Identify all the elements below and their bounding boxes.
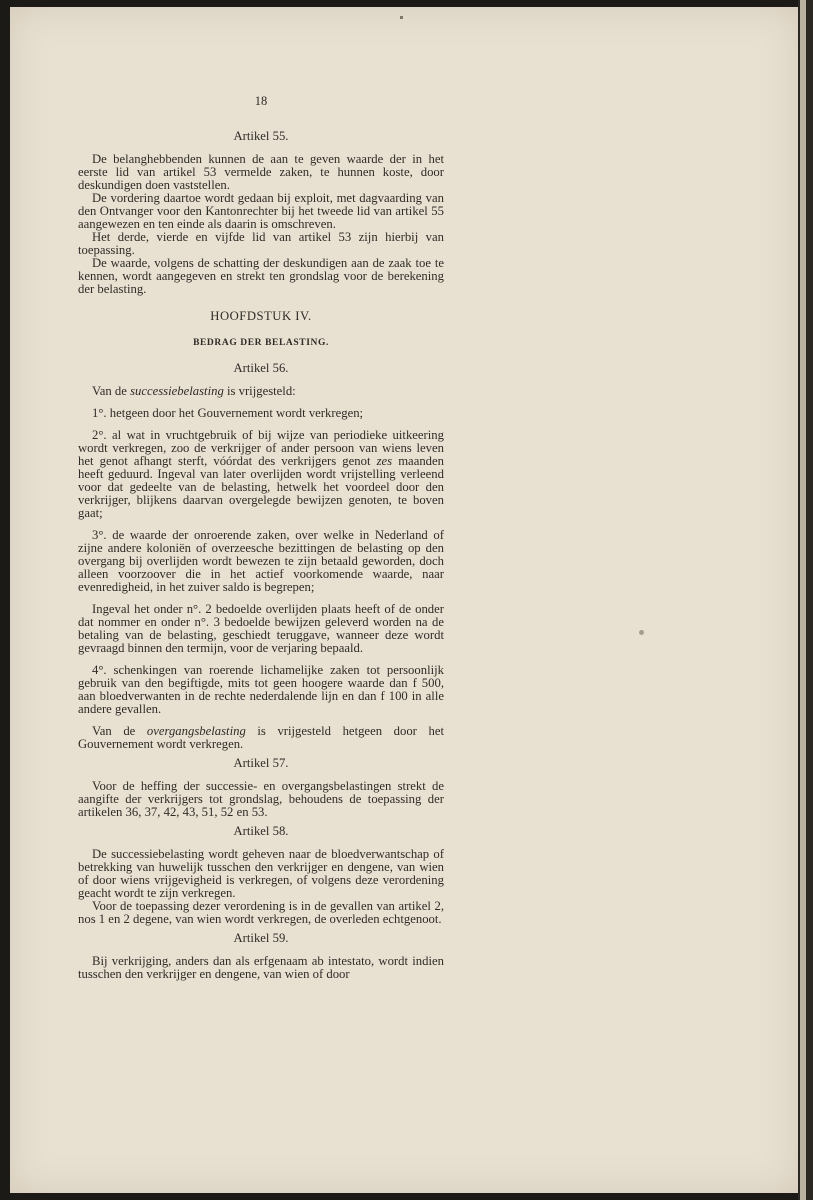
article-56-title: Artikel 56. — [233, 361, 289, 375]
article-58-paragraph-2: Voor de toepassing dezer verordening is in de gevallen van artikel 2, nos 1 en 2 degene, van wien wordt verkregen, de overleden echtgenoot. — [78, 899, 444, 926]
chapter-subtitle: BEDRAG DER BELASTING. — [193, 338, 329, 348]
article-58-title: Artikel 58. — [233, 824, 289, 838]
article-55-paragraph-4: De waarde, volgens de schatting der deskundigen aan de zaak toe te kennen, wordt aangegeven en strekt ten grondslag voor de berekening der belasting. — [78, 256, 444, 296]
intro-text-a: Van de — [92, 384, 131, 398]
article-55-title: Artikel 55. — [233, 129, 289, 143]
closing-text-b: is vrijgesteld hetgeen door het Gouvernement wordt verkregen. — [78, 724, 444, 751]
intro-emphasis: successiebelasting — [130, 384, 224, 398]
closing-emphasis: overgangsbelasting — [146, 724, 246, 738]
item-2-text-a: 2°. al wat in vruchtgebruik of bij wijze van periodieke uitkeering wordt verkregen, zoo de verkrijger of ander persoon van wiens leven het genot afhangt sterft, vóórdat des verkrijgers genot — [78, 428, 444, 468]
hole-mark — [639, 630, 644, 635]
article-59-title: Artikel 59. — [233, 931, 289, 945]
article-56-item-3-note: Ingeval het onder n°. 2 bedoelde overlijden plaats heeft of de onder dat nommer en onder n°. 3 bedoelde bewijzen geleverd worden na de betaling van de belasting, geschiedt teruggave, wanneer deze wordt gevraagd binnen den termijn, voor de verjaring bepaald. — [78, 602, 444, 655]
article-57-title: Artikel 57. — [233, 756, 289, 770]
page-edge-highlight — [800, 0, 806, 1200]
chapter-title: HOOFDSTUK IV. — [210, 309, 312, 323]
article-58-paragraph-1: De successiebelasting wordt geheven naar de bloedverwantschap of betrekking van huwelijk tusschen den verkrijger en dengene, van wien of door wiens vrijgevigheid is verkregen, of volgens deze verordening geacht wordt te zijn verkregen. — [78, 847, 444, 900]
intro-text-b: is vrijgesteld: — [223, 384, 296, 398]
article-57-paragraph-1: Voor de heffing der successie- en overgangsbelastingen strekt de aangifte der verkrijgers tot grondslag, behoudens de toepassing der artikelen 36, 37, 42, 43, 51, 52 en 53. — [78, 779, 444, 819]
article-55-paragraph-3: Het derde, vierde en vijfde lid van artikel 53 zijn hierbij van toepassing. — [78, 230, 444, 257]
speck — [400, 16, 403, 19]
item-2-emphasis: zes — [376, 454, 393, 468]
document-page — [78, 95, 444, 981]
article-56-item-1: 1°. hetgeen door het Gouvernement wordt verkregen; — [92, 406, 364, 420]
article-56-item-4: 4°. schenkingen van roerende lichamelijke zaken tot persoonlijk gebruik van den begiftigde, mits tot geen hoogere waarde dan f 500, aan bloedverwanten in de rechte nederdalende lijn en dan f 100 in alle andere gevallen. — [78, 663, 444, 716]
item-2-text-b: maanden heeft geduurd. Ingeval van later overlijden wordt vrijstelling verleend voor dat gedeelte van de belasting, hetwelk het voordeel door den verkrijger, blijkens daarvan overgelegde bewijzen genoten, te boven gaat; — [78, 454, 444, 520]
article-56-intro — [78, 385, 444, 398]
article-55-paragraph-1: De belanghebbenden kunnen de aan te geven waarde der in het eerste lid van artikel 53 vermelde zaken, te hunnen koste, door deskundigen doen vaststellen. — [78, 152, 444, 192]
article-56-closing — [78, 725, 444, 751]
article-56-item-3: 3°. de waarde der onroerende zaken, over welke in Nederland of zijne andere koloniën of overzeesche bezittingen de belasting op den overgang bij overlijden wordt bewezen te zijn betaald geworden, doch alleen voorzoover die in het actief voorkomende waarde, naar evenredigheid, in het zuiver saldo is begrepen; — [78, 528, 444, 594]
article-55-paragraph-2: De vordering daartoe wordt gedaan bij exploit, met dagvaarding van den Ontvanger voor den Kantonrechter bij het tweede lid van artikel 55 aangewezen en ten einde als daarin is omschreven. — [78, 191, 444, 231]
closing-text-a: Van de — [92, 724, 147, 738]
article-56-item-2 — [78, 429, 444, 520]
article-59-paragraph-1: Bij verkrijging, anders dan als erfgenaam ab intestato, wordt indien tusschen den verkrijger en dengene, van wien of door — [78, 954, 444, 981]
page-number: 18 — [254, 94, 268, 108]
